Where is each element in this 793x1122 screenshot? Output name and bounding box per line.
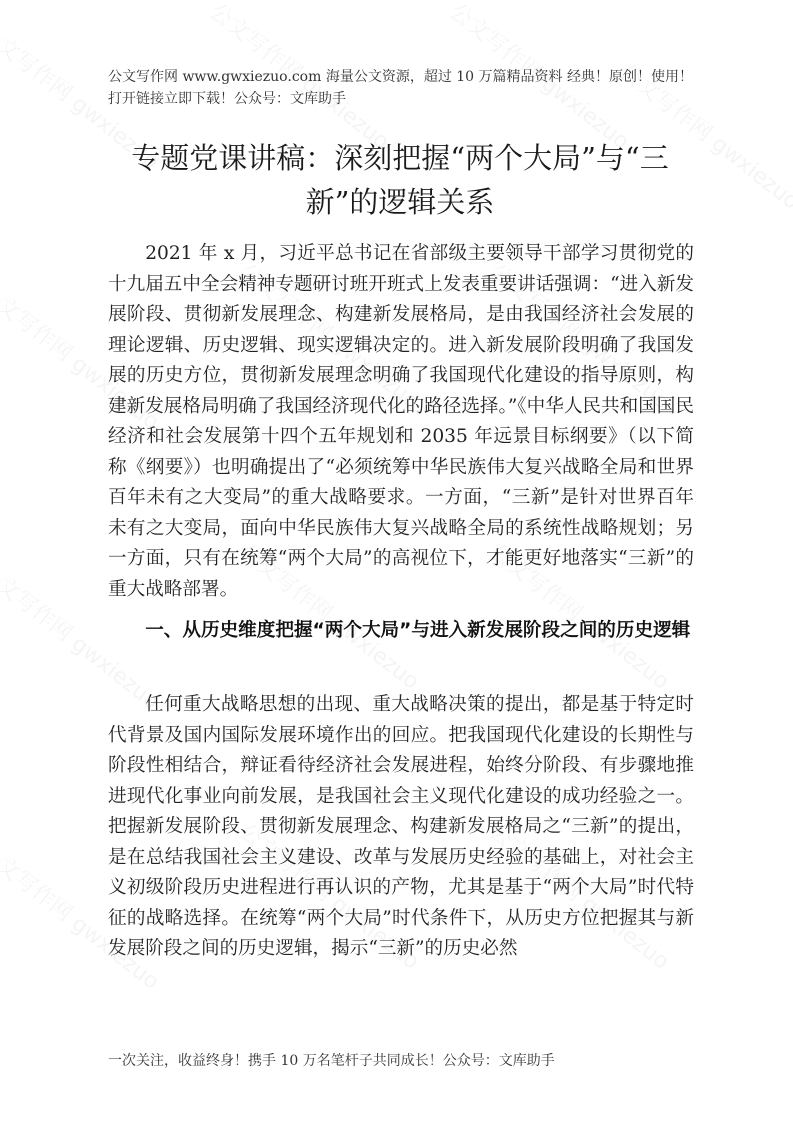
header-promo: 公文写作网 www.gwxiezuo.com 海量公文资源，超过 10 万篇精品资料 经典！原创！使用！打开链接立即下载！公众号：文库助手 <box>108 69 693 107</box>
footer-promo: 一次关注，收益终身！携手 10 万名笔杆子共同成长！公众号：文库助手 <box>108 1053 555 1069</box>
paragraph-intro: 2021 年 x 月，习近平总书记在省部级主要领导干部学习贯彻党的十九届五中全会精神专题研讨班开班式上发表重要讲话强调：“进入新发展阶段、贯彻新发展理念、构建新发展格局，是由我国经济社会发展的理论逻辑、历史逻辑、现实逻辑决定的。进入新发展阶段明确了我国发展的历史方位，贯彻新发展理念明确了我国现代化建设的指导原则，构建新发展格局明确了我国经济现代化的路径选择。”《中华人民共和国国民经济和社会发展第十四个五年规划和 2035 年远景目标纲要》（以下简称《纲要》）也明确提出了“必须统筹中华民族伟大复兴战略全局和世界百年未有之大变局”的重大战略要求。一方面，“三新”是针对世界百年未有之大变局，面向中华民族伟大复兴战略全局的系统性战略规划；另一方面，只有在统筹“两个大局”的高视位下，才能更好地落实“三新”的重大战略部署。 <box>108 243 694 600</box>
section-heading-1: 一、从历史维度把握“两个大局”与进入新发展阶段之间的历史逻辑 <box>145 620 691 641</box>
document-title: 专题党课讲稿：深刻把握“两个大局”与“三新”的逻辑关系 <box>131 141 669 219</box>
paragraph-section-1: 任何重大战略思想的出现、重大战略决策的提出，都是基于特定时代背景及国内国际发展环境作出的回应。把我国现代化建设的长期性与阶段性相结合，辩证看待经济社会发展进程，始终分阶段、有步骤地推进现代化事业向前发展，是我国社会主义现代化建设的成功经验之一。把握新发展阶段、贯彻新发展理念、构建新发展格局之“三新”的提出，是在总结我国社会主义建设、改革与发展历史经验的基础上，对社会主义初级阶段历史进程进行再认识的产物，尤其是基于“两个大局”时代特征的战略选择。在统筹“两个大局”时代条件下，从历史方位把握其与新发展阶段之间的历史逻辑，揭示“三新”的历史必然 <box>108 694 694 959</box>
